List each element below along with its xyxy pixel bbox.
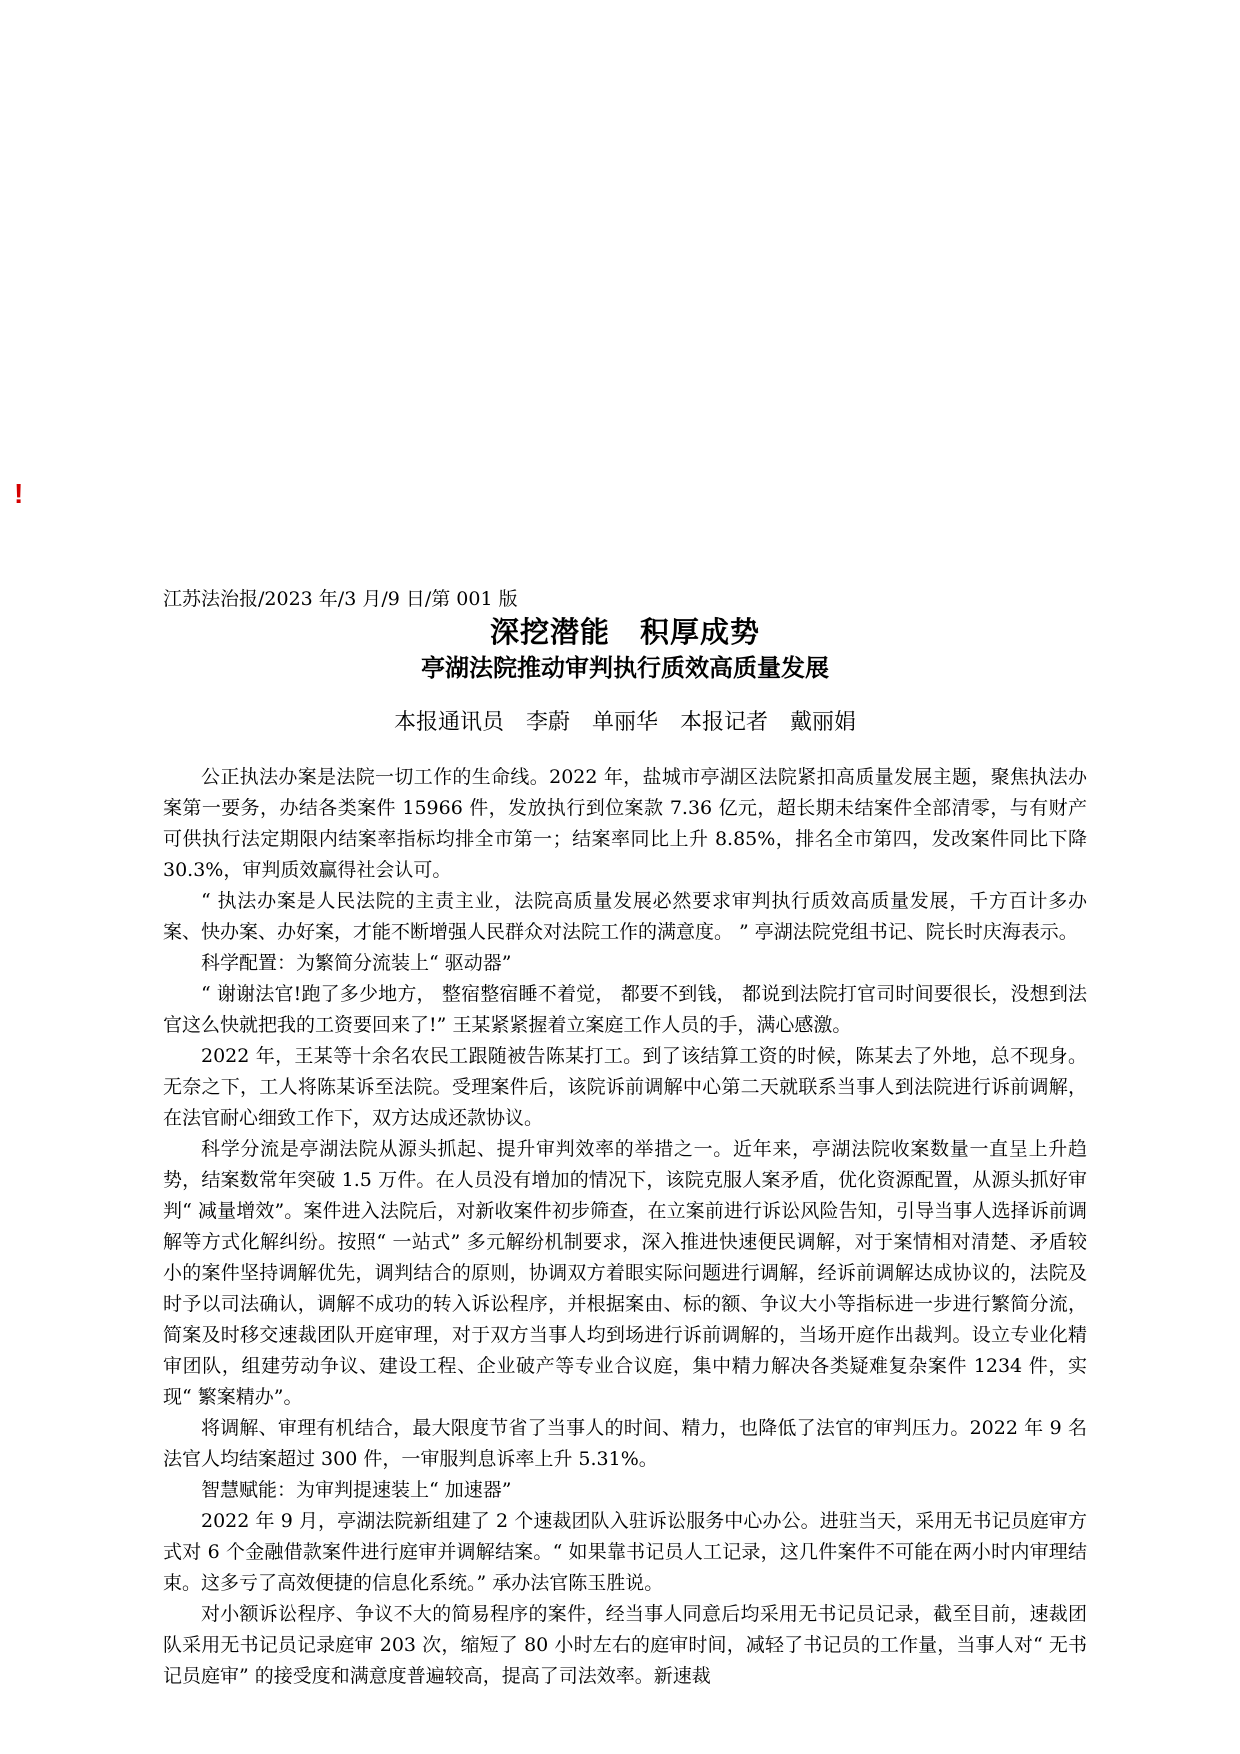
paragraph: 对小额诉讼程序、争议不大的简易程序的案件，经当事人同意后均采用无书记员记录，截至目前，速裁团队采用无书记员记录庭审 203 次，缩短了 80 小时左右的庭审时间，减轻了书记员的工作量，当事人对“ 无书记员庭审” 的接受度和满意度普遍较高，提高了司法效率。新速裁 bbox=[163, 1603, 1087, 1687]
red-exclamation-mark: ! bbox=[14, 478, 24, 509]
byline: 本报通讯员 李蔚 单丽华 本报记者 戴丽娟 bbox=[393, 710, 856, 735]
paragraph: 2022 年，王某等十余名农民工跟随被告陈某打工。到了该结算工资的时候，陈某去了外地，总不现身。无奈之下，工人将陈某诉至法院。受理案件后，该院诉前调解中心第二天就联系当事人到法院进行诉前调解，在法官耐心细致工作下，双方达成还款协议。 bbox=[163, 1045, 1087, 1129]
section-heading: 科学配置：为繁简分流装上“ 驱动器” bbox=[201, 952, 512, 974]
article-body bbox=[163, 762, 1087, 1692]
paragraph: 将调解、审理有机结合，最大限度节省了当事人的时间、精力，也降低了法官的审判压力。2022 年 9 名法官人均结案超过 300 件，一审服判息诉率上升 5.31%。 bbox=[163, 1417, 1087, 1470]
source-line: 江苏法治报/2023 年/3 月/9 日/第 001 版 bbox=[163, 588, 518, 610]
paragraph: 2022 年 9 月，亭湖法院新组建了 2 个速裁团队入驻诉讼服务中心办公。进驻当天，采用无书记员庭审方式对 6 个金融借款案件进行庭审并调解结案。“ 如果靠书记员人工记录，这几件案件不可能在两小时内审理结束。这多亏了高效便捷的信息化系统。” 承办法官陈玉胜说。 bbox=[163, 1510, 1087, 1594]
section-heading: 智慧赋能：为审判提速装上“ 加速器” bbox=[201, 1479, 512, 1501]
paragraph: 科学分流是亭湖法院从源头抓起、提升审判效率的举措之一。近年来，亭湖法院收案数量一直呈上升趋势，结案数常年突破 1.5 万件。在人员没有增加的情况下，该院克服人案矛盾，优化资源配置，从源头抓好审判“ 减量增效”。案件进入法院后，对新收案件初步筛查，在立案前进行诉讼风险告知，引导当事人选择诉前调解等方式化解纠纷。按照“ 一站式” 多元解纷机制要求，深入推进快速便民调解，对于案情相对清楚、矛盾较小的案件坚持调解优先，调判结合的原则，协调双方着眼实际问题进行调解，经诉前调解达成协议的，法院及时予以司法确认，调解不成功的转入诉讼程序，并根据案由、标的额、争议大小等指标进一步进行繁简分流，简案及时移交速裁团队开庭审理，对于双方当事人均到场进行诉前调解的，当场开庭作出裁判。设立专业化精审团队，组建劳动争议、建设工程、企业破产等专业合议庭，集中精力解决各类疑难复杂案件 1234 件，实现“ 繁案精办”。 bbox=[163, 1138, 1087, 1408]
paragraph: “ 执法办案是人民法院的主责主业，法院高质量发展必然要求审判执行质效高质量发展，千方百计多办案、快办案、办好案，才能不断增强人民群众对法院工作的满意度。 ” 亭湖法院党组书记、院长时庆海表示。 bbox=[163, 890, 1087, 943]
article bbox=[163, 586, 1087, 1692]
article-title: 深挖潜能 积厚成势 bbox=[489, 615, 760, 649]
paragraph: “ 谢谢法官!跑了多少地方， 整宿整宿睡不着觉， 都要不到钱， 都说到法院打官司时间要很长，没想到法官这么快就把我的工资要回来了!” 王某紧紧握着立案庭工作人员的手，满心感激。 bbox=[163, 983, 1087, 1036]
paragraph: 公正执法办案是法院一切工作的生命线。2022 年，盐城市亭湖区法院紧扣高质量发展主题，聚焦执法办案第一要务，办结各类案件 15966 件，发放执行到位案款 7.36 亿元，超长期未结案件全部清零，与有财产可供执行法定期限内结案率指标均排全市第一；结案率同比上升 8.85%，排名全市第四，发改案件同比下降 30.3%，审判质效赢得社会认可。 bbox=[163, 766, 1087, 881]
article-subtitle: 亭湖法院推动审判执行质效高质量发展 bbox=[421, 654, 829, 682]
